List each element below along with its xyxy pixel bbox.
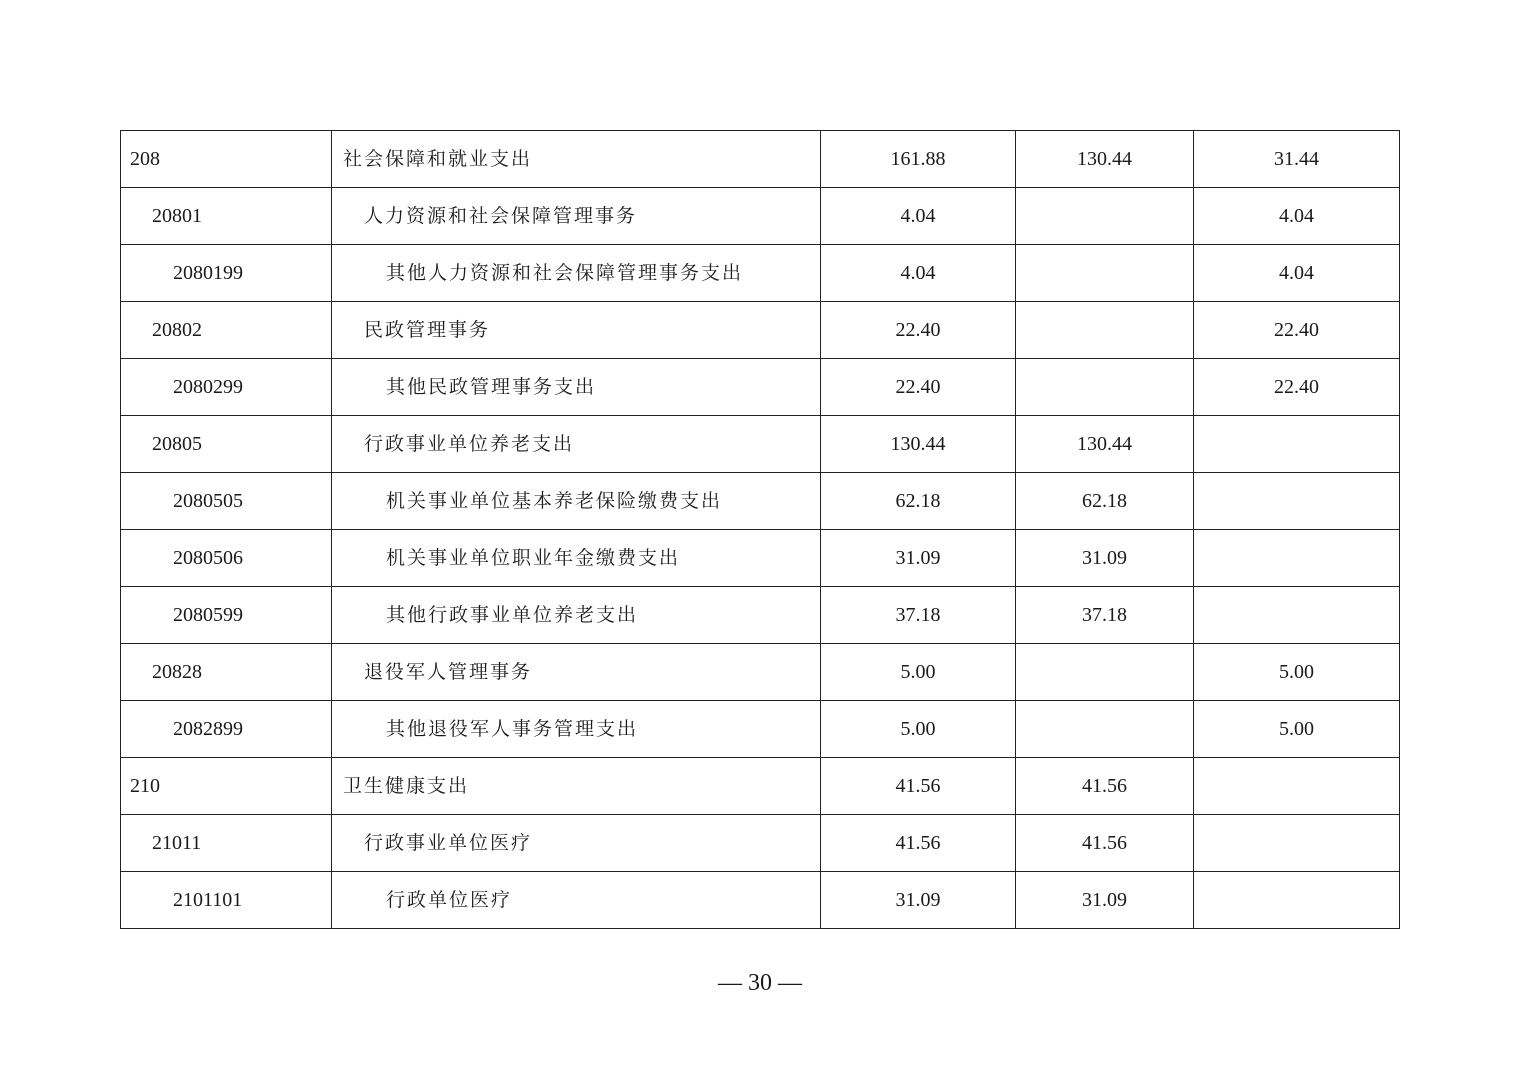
subject-code-cell: 208 xyxy=(121,131,332,188)
page-number: — 30 — xyxy=(718,970,802,996)
total-amount-cell: 4.04 xyxy=(821,188,1016,245)
basic-expenditure-cell: 41.56 xyxy=(1016,815,1194,872)
basic-expenditure-cell: 62.18 xyxy=(1016,473,1194,530)
project-expenditure-cell xyxy=(1194,815,1400,872)
budget-table xyxy=(120,130,1400,929)
basic-expenditure-cell: 31.09 xyxy=(1016,530,1194,587)
table-row xyxy=(121,416,1400,473)
project-expenditure-cell: 22.40 xyxy=(1194,302,1400,359)
basic-expenditure-cell: 37.18 xyxy=(1016,587,1194,644)
subject-name-cell: 卫生健康支出 xyxy=(332,758,821,815)
table-row xyxy=(121,302,1400,359)
table-row xyxy=(121,473,1400,530)
total-amount-cell: 62.18 xyxy=(821,473,1016,530)
subject-name-cell: 退役军人管理事务 xyxy=(332,644,821,701)
total-amount-cell: 41.56 xyxy=(821,758,1016,815)
basic-expenditure-cell xyxy=(1016,188,1194,245)
project-expenditure-cell: 31.44 xyxy=(1194,131,1400,188)
project-expenditure-cell: 4.04 xyxy=(1194,245,1400,302)
total-amount-cell: 41.56 xyxy=(821,815,1016,872)
total-amount-cell: 130.44 xyxy=(821,416,1016,473)
subject-name-cell: 民政管理事务 xyxy=(332,302,821,359)
subject-name-cell: 机关事业单位职业年金缴费支出 xyxy=(332,530,821,587)
table-body xyxy=(121,131,1400,929)
table-row xyxy=(121,587,1400,644)
subject-code-cell: 20828 xyxy=(121,644,332,701)
table-row xyxy=(121,758,1400,815)
subject-name-cell: 其他人力资源和社会保障管理事务支出 xyxy=(332,245,821,302)
total-amount-cell: 31.09 xyxy=(821,872,1016,929)
subject-code-cell: 20801 xyxy=(121,188,332,245)
subject-name-cell: 行政单位医疗 xyxy=(332,872,821,929)
subject-code-cell: 2080505 xyxy=(121,473,332,530)
table-row xyxy=(121,872,1400,929)
subject-name-cell: 其他行政事业单位养老支出 xyxy=(332,587,821,644)
basic-expenditure-cell: 41.56 xyxy=(1016,758,1194,815)
subject-name-cell: 行政事业单位养老支出 xyxy=(332,416,821,473)
basic-expenditure-cell: 130.44 xyxy=(1016,416,1194,473)
subject-name-cell: 机关事业单位基本养老保险缴费支出 xyxy=(332,473,821,530)
table-row xyxy=(121,815,1400,872)
basic-expenditure-cell: 130.44 xyxy=(1016,131,1194,188)
subject-code-cell: 2080199 xyxy=(121,245,332,302)
table-row xyxy=(121,701,1400,758)
project-expenditure-cell xyxy=(1194,758,1400,815)
project-expenditure-cell: 4.04 xyxy=(1194,188,1400,245)
table-row xyxy=(121,644,1400,701)
basic-expenditure-cell xyxy=(1016,359,1194,416)
basic-expenditure-cell: 31.09 xyxy=(1016,872,1194,929)
subject-code-cell: 210 xyxy=(121,758,332,815)
basic-expenditure-cell xyxy=(1016,245,1194,302)
total-amount-cell: 5.00 xyxy=(821,644,1016,701)
total-amount-cell: 37.18 xyxy=(821,587,1016,644)
subject-name-cell: 其他民政管理事务支出 xyxy=(332,359,821,416)
subject-name-cell: 社会保障和就业支出 xyxy=(332,131,821,188)
total-amount-cell: 22.40 xyxy=(821,302,1016,359)
subject-code-cell: 21011 xyxy=(121,815,332,872)
subject-code-cell: 2080599 xyxy=(121,587,332,644)
total-amount-cell: 22.40 xyxy=(821,359,1016,416)
project-expenditure-cell xyxy=(1194,872,1400,929)
subject-name-cell: 其他退役军人事务管理支出 xyxy=(332,701,821,758)
project-expenditure-cell: 5.00 xyxy=(1194,644,1400,701)
total-amount-cell: 31.09 xyxy=(821,530,1016,587)
project-expenditure-cell: 22.40 xyxy=(1194,359,1400,416)
table-row xyxy=(121,245,1400,302)
table-row xyxy=(121,359,1400,416)
table-row xyxy=(121,131,1400,188)
table-row xyxy=(121,530,1400,587)
total-amount-cell: 5.00 xyxy=(821,701,1016,758)
basic-expenditure-cell xyxy=(1016,701,1194,758)
project-expenditure-cell xyxy=(1194,473,1400,530)
total-amount-cell: 4.04 xyxy=(821,245,1016,302)
project-expenditure-cell xyxy=(1194,416,1400,473)
table-row xyxy=(121,188,1400,245)
subject-code-cell: 20802 xyxy=(121,302,332,359)
project-expenditure-cell xyxy=(1194,530,1400,587)
total-amount-cell: 161.88 xyxy=(821,131,1016,188)
project-expenditure-cell: 5.00 xyxy=(1194,701,1400,758)
project-expenditure-cell xyxy=(1194,587,1400,644)
subject-code-cell: 20805 xyxy=(121,416,332,473)
subject-code-cell: 2082899 xyxy=(121,701,332,758)
subject-code-cell: 2101101 xyxy=(121,872,332,929)
subject-code-cell: 2080506 xyxy=(121,530,332,587)
subject-name-cell: 人力资源和社会保障管理事务 xyxy=(332,188,821,245)
subject-name-cell: 行政事业单位医疗 xyxy=(332,815,821,872)
subject-code-cell: 2080299 xyxy=(121,359,332,416)
basic-expenditure-cell xyxy=(1016,302,1194,359)
basic-expenditure-cell xyxy=(1016,644,1194,701)
